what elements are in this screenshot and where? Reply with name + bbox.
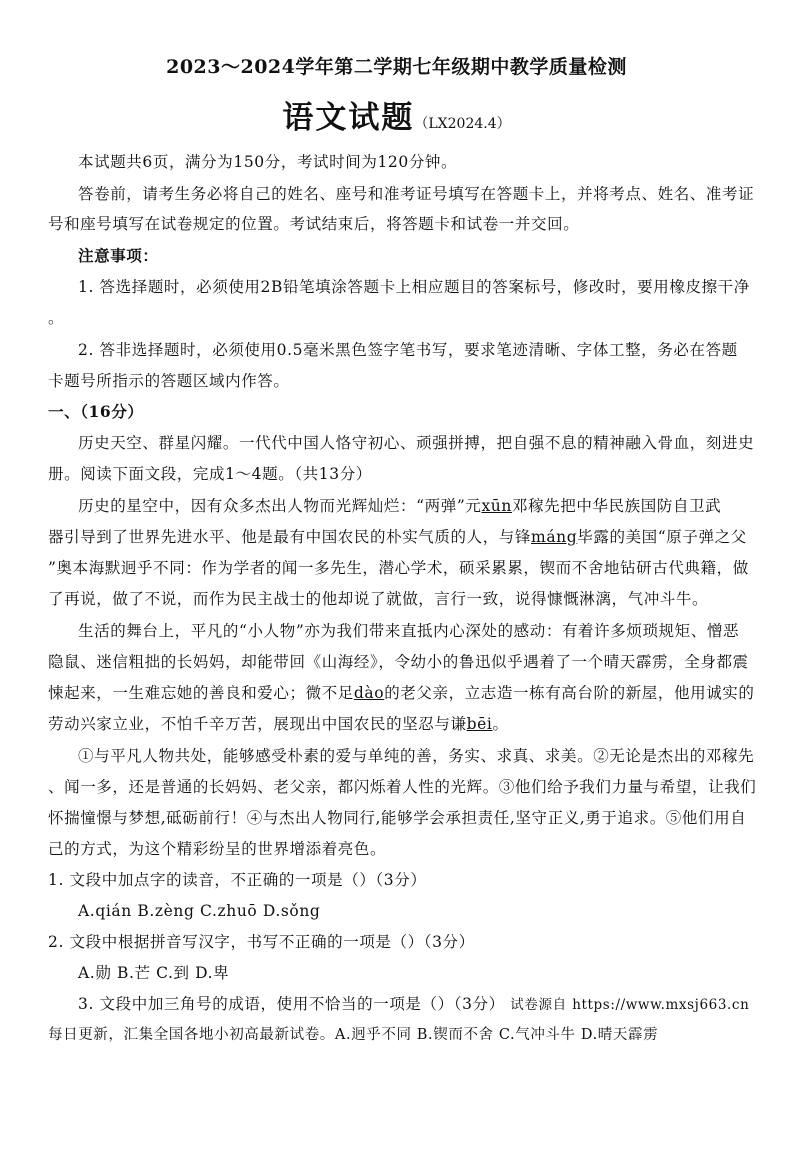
intro-line-1: 本试题共6页，满分为150分，考试时间为120分钟。 (78, 153, 458, 171)
question-3 (78, 994, 749, 1015)
para-1-line-1: 历史天空、群星闪耀。一代代中国人恪守初心、顽强拼搏，把自强不息的精神融入骨血，刻进史 (78, 434, 755, 452)
para-2-line-2 (48, 527, 747, 547)
subject-name: 语文试题 (282, 100, 415, 136)
para-1-line-2: 册。阅读下面文段，完成1～4题。（共13分） (48, 465, 372, 483)
para-3-line-2: 隐鼠、迷信粗拙的长妈妈，却能带回《山海经》，令幼小的鲁迅似乎遇着了一个晴天霹雳，全身都震 (48, 653, 749, 671)
intro-line-2: 答卷前，请考生务必将自己的姓名、座号和准考证号填写在答题卡上，并将考点、姓名、准考证 (78, 185, 755, 203)
pinyin-mang: máng (531, 528, 578, 546)
intro-line-3: 号和座号填写在试卷规定的位置。考试结束后，将答题卡和试卷一并交回。 (48, 215, 580, 233)
exam-title: 2023～2024学年第二学期七年级期中教学质量检测 (166, 56, 627, 78)
options-text: A.迥乎不同 B.锲而不舍 C.气冲斗牛 D.晴天霹雳 (334, 1027, 659, 1043)
pinyin-dao: dào (353, 684, 385, 702)
para-3-line-4 (48, 714, 509, 734)
para-3-line-3 (48, 683, 755, 703)
section-heading: 一、（16分） (48, 402, 144, 421)
text-span: 悚起来，一生难忘她的善良和爱心；微不足 (48, 684, 354, 702)
para-4-line-1: ①与平凡人物共处，能够感受朴素的爱与单纯的善，务实、求真、求美。②无论是杰出的邓稼先 (78, 747, 755, 765)
text-span: 器引导到了世界先进水平、他是最有中国农民的朴实气质的人，与锋 (48, 528, 532, 546)
note-2-line-2: 卡题号所指示的答题区域内作答。 (48, 372, 290, 390)
text-span: 。 (492, 715, 509, 733)
text-span: 毕露的美国“原子弹之父 (577, 528, 747, 546)
note-1-line-1: 1. 答选择题时，必须使用2B铅笔填涂答题卡上相应题目的答案标号，修改时，要用橡皮擦干净 (78, 278, 750, 296)
question-1-options: A.qián B.zèng C.zhuō D.sǒng (78, 902, 321, 920)
para-4-line-3: 怀揣憧憬与梦想,砥砺前行！④与杰出人物同行,能够学会承担责任,坚守正义,勇于追求。⑤他们用自 (48, 809, 747, 827)
para-2-line-3: ”奥本海默迥乎不同：作为学者的闻一多先生，潜心学术，硕采累累，锲而不舍地钻研古代典籍，做 (48, 559, 749, 577)
question-3-options (48, 1025, 658, 1045)
question-1: 1. 文段中加点字的读音，不正确的一项是（）（3分） (48, 871, 427, 889)
text-span: 邓稼先把中华民族国防自卫武 (511, 497, 722, 515)
pinyin-xun: xūn (481, 497, 512, 515)
exam-code: （LX2024.4） (414, 116, 511, 132)
para-2-line-4: 了再说，做了不说，而作为民主战士的他却说了就做，言行一致，说得慷慨淋漓，气冲斗牛。 (48, 590, 709, 608)
pinyin-bei: bēi (466, 715, 493, 733)
note-1-line-2: 。 (48, 309, 65, 327)
subject-title (0, 92, 793, 137)
para-3-line-1: 生活的舞台上，平凡的“小人物”亦为我们带来直抵内心深处的感动：有着许多烦琐规矩、憎恶 (78, 622, 740, 640)
para-2-line-1 (78, 496, 721, 516)
text-span: 劳动兴家立业，不怕千辛万苦，展现出中国农民的坚忍与谦 (48, 715, 467, 733)
notes-heading: 注意事项： (78, 246, 159, 265)
question-2-options: A.勋 B.芒 C.到 D.卑 (78, 964, 230, 982)
text-span: 历史的星空中，因有众多杰出人物而光辉灿烂：“两弹”元 (78, 497, 482, 515)
source-label: 试卷源自 (510, 997, 567, 1013)
question-2: 2. 文段中根据拼音写汉字，书写不正确的一项是（）（3分） (48, 933, 475, 951)
para-4-line-4: 己的方式，为这个精彩纷呈的世界增添着亮色。 (48, 840, 387, 858)
text-span: 3. 文段中加三角号的成语，使用不恰当的一项是（）（3分） (78, 995, 505, 1013)
ad-text: 每日更新，汇集全国各地小初高最新试卷。 (48, 1027, 335, 1043)
source-url: https://www.mxsj663.cn (572, 997, 750, 1013)
note-2-line-1: 2. 答非选择题时，必须使用0.5毫米黑色签字笔书写，要求笔迹清晰、字体工整，务必在答题 (78, 341, 738, 359)
text-span: 的老父亲，立志造一栋有高台阶的新屋，他用诚实的 (384, 684, 755, 702)
para-4-line-2: 、闻一多，还是普通的长妈妈、老父亲，都闪烁着人性的光辉。③他们给予我们力量与希望，让我们 (48, 778, 757, 796)
